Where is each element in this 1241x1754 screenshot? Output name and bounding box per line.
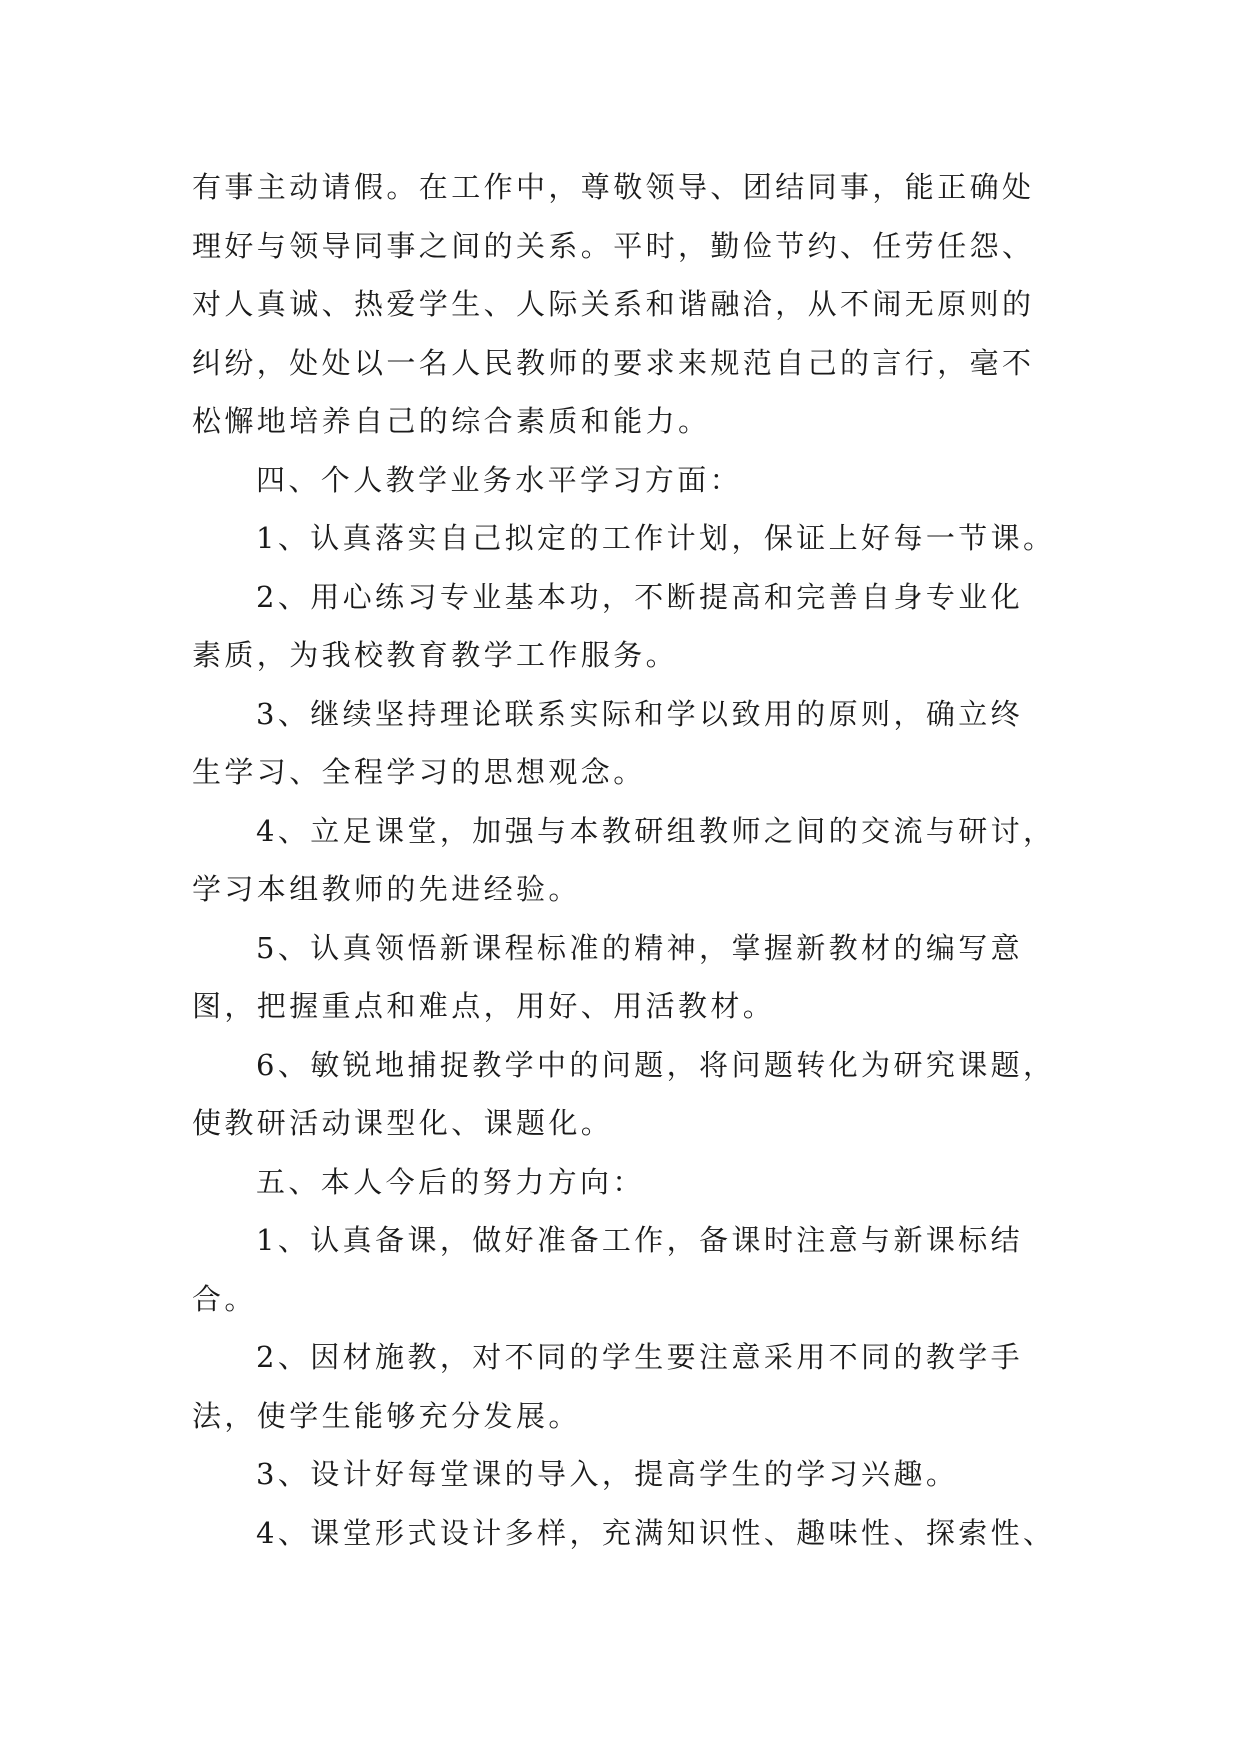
text-line: 纠纷，处处以一名人民教师的要求来规范自己的言行，毫不 [192,345,1035,380]
list-item: 4、立足课堂，加强与本教研组教师之间的交流与研讨， [256,813,1056,848]
list-item: 1、认真落实自己拟定的工作计划，保证上好每一节课。 [256,521,1056,555]
text-line: 生学习、全程学习的思想观念。 [192,755,646,789]
document-body [192,158,1072,1562]
list-item: 4、课堂形式设计多样，充满知识性、趣味性、探索性、 [256,1515,1056,1550]
list-item: 3、设计好每堂课的导入，提高学生的学习兴趣。 [256,1457,959,1491]
section-heading: 五、本人今后的努力方向： [256,1164,645,1199]
list-item: 3、继续坚持理论联系实际和学以致用的原则，确立终 [256,696,1024,731]
text-line: 理好与领导同事之间的关系。平时，勤俭节约、任劳任怨、 [192,228,1035,263]
text-line: 素质，为我校教育教学工作服务。 [192,638,679,672]
list-item: 1、认真备课，做好准备工作，备课时注意与新课标结 [256,1223,1024,1257]
text-line: 法，使学生能够充分发展。 [192,1398,581,1433]
text-line: 松懈地培养自己的综合素质和能力。 [192,404,711,438]
section-heading: 四、个人教学业务水平学习方面： [256,462,743,497]
text-line: 使教研活动课型化、课题化。 [192,1106,614,1140]
list-item: 2、因材施教，对不同的学生要注意采用不同的教学手 [256,1340,1024,1374]
list-item: 2、用心练习专业基本功，不断提高和完善自身专业化 [256,579,1024,614]
text-line: 图，把握重点和难点，用好、用活教材。 [192,989,776,1023]
text-line: 对人真诚、热爱学生、人际关系和谐融洽，从不闹无原则的 [192,287,1035,321]
text-line: 有事主动请假。在工作中，尊敬领导、团结同事，能正确处 [192,170,1035,204]
list-item: 5、认真领悟新课程标准的精神，掌握新教材的编写意 [256,930,1024,965]
text-line: 合。 [192,1281,257,1316]
list-item: 6、敏锐地捕捉教学中的问题，将问题转化为研究课题， [256,1047,1056,1082]
text-line: 学习本组教师的先进经验。 [192,872,581,906]
